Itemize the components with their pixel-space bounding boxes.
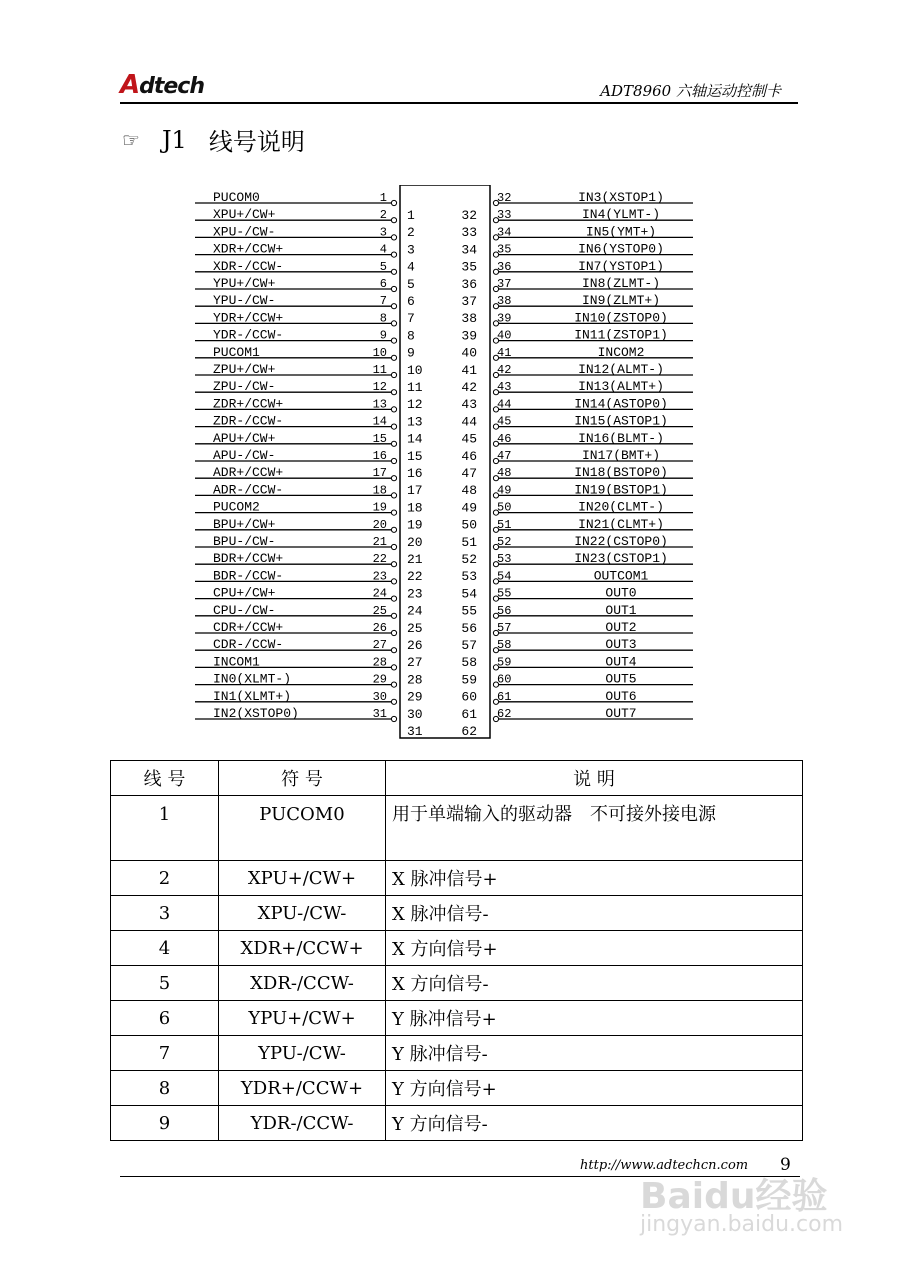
section-number: J1 bbox=[161, 125, 187, 154]
right-pin-number: 36 bbox=[497, 259, 512, 274]
left-pin-terminal bbox=[391, 682, 396, 687]
left-pin-number: 20 bbox=[372, 517, 387, 532]
left-pin-label: YPU-/CW- bbox=[213, 293, 276, 309]
right-pin-number: 56 bbox=[497, 603, 512, 618]
left-pin-label: CDR+/CCW+ bbox=[213, 620, 284, 635]
right-pin-label: IN14(ASTOP0) bbox=[574, 396, 668, 412]
left-pin-number: 2 bbox=[379, 208, 387, 223]
inner-left-pin-number: 25 bbox=[407, 620, 423, 636]
right-pin-label: IN7(YSTOP1) bbox=[578, 258, 664, 274]
left-pin-label: ZDR+/CCW+ bbox=[213, 396, 284, 412]
cell-pin: 4 bbox=[111, 931, 219, 966]
cell-description: X 脉冲信号- bbox=[386, 896, 803, 931]
section-title: 线号说明 bbox=[208, 128, 305, 156]
left-pin-terminal bbox=[391, 355, 396, 360]
cell-symbol: YPU+/CW+ bbox=[219, 1001, 386, 1036]
right-pin-label: IN11(ZSTOP1) bbox=[574, 327, 668, 343]
right-pin-number: 57 bbox=[497, 621, 512, 635]
right-pin-label: IN21(CLMT+) bbox=[578, 516, 664, 532]
inner-left-pin-number: 4 bbox=[407, 259, 415, 275]
left-pin-label: PUCOM0 bbox=[213, 190, 260, 205]
left-pin-terminal bbox=[391, 476, 396, 481]
inner-right-pin-number: 56 bbox=[461, 620, 477, 636]
inner-left-pin-number: 14 bbox=[407, 431, 423, 447]
company-logo bbox=[120, 70, 204, 100]
right-pin-number: 38 bbox=[497, 294, 512, 309]
left-pin-terminal bbox=[391, 372, 396, 377]
right-pin-number: 44 bbox=[497, 397, 512, 412]
inner-right-pin-number: 45 bbox=[461, 431, 477, 447]
left-pin-label: IN2(XSTOP0) bbox=[213, 706, 299, 721]
left-pin-label: CDR-/CCW- bbox=[213, 637, 284, 653]
connector-pinout-diagram bbox=[195, 185, 705, 745]
inner-left-pin-number: 17 bbox=[407, 483, 423, 499]
left-pin-label: BDR-/CCW- bbox=[213, 568, 284, 584]
right-pin-number: 37 bbox=[497, 277, 512, 291]
inner-right-pin-number: 50 bbox=[461, 517, 477, 533]
left-pin-number: 12 bbox=[372, 380, 387, 395]
cell-description: Y 脉冲信号+ bbox=[386, 1001, 803, 1036]
left-pin-label: YPU+/CW+ bbox=[213, 276, 276, 291]
right-pin-label: OUTCOM1 bbox=[593, 568, 649, 584]
cell-symbol: XDR-/CCW- bbox=[219, 966, 386, 1001]
right-pin-number: 48 bbox=[497, 466, 512, 481]
right-pin-label: IN10(ZSTOP0) bbox=[574, 310, 668, 326]
left-pin-number: 19 bbox=[372, 500, 387, 515]
page-number: 9 bbox=[780, 1155, 791, 1175]
right-pin-label: IN13(ALMT+) bbox=[578, 379, 664, 395]
right-pin-number: 34 bbox=[497, 225, 512, 240]
left-pin-number: 27 bbox=[372, 638, 387, 653]
inner-left-pin-number: 23 bbox=[407, 586, 423, 602]
pin-description-table bbox=[110, 760, 803, 1141]
left-pin-label: XPU+/CW+ bbox=[213, 207, 276, 223]
inner-left-pin-number: 22 bbox=[407, 569, 423, 585]
left-pin-number: 24 bbox=[372, 586, 387, 601]
left-pin-terminal bbox=[391, 562, 396, 567]
right-pin-label: IN8(ZLMT-) bbox=[581, 276, 661, 291]
left-pin-number: 14 bbox=[372, 414, 387, 429]
inner-left-pin-number: 11 bbox=[407, 380, 423, 395]
right-pin-number: 53 bbox=[497, 552, 512, 567]
left-pin-number: 26 bbox=[372, 621, 387, 635]
inner-right-pin-number: 49 bbox=[461, 500, 477, 516]
left-pin-terminal bbox=[391, 218, 396, 223]
inner-right-pin-number: 59 bbox=[461, 672, 477, 688]
right-pin-label: IN5(YMT+) bbox=[585, 224, 657, 240]
right-pin-number: 58 bbox=[497, 638, 512, 653]
right-pin-number: 32 bbox=[497, 191, 512, 205]
left-pin-label: ZPU-/CW- bbox=[213, 379, 276, 395]
right-pin-label: OUT0 bbox=[605, 585, 637, 601]
inner-right-pin-number: 40 bbox=[461, 345, 477, 361]
right-pin-number: 61 bbox=[497, 689, 512, 704]
left-pin-label: IN1(XLMT+) bbox=[213, 688, 292, 704]
right-pin-number: 35 bbox=[497, 242, 512, 257]
cell-symbol: YPU-/CW- bbox=[219, 1036, 386, 1071]
section-heading bbox=[122, 122, 305, 157]
right-pin-label: OUT6 bbox=[605, 688, 637, 704]
header-description: 说 明 bbox=[386, 761, 803, 796]
left-pin-label: CPU-/CW- bbox=[213, 602, 276, 618]
left-pin-terminal bbox=[391, 544, 396, 549]
inner-left-pin-number: 24 bbox=[407, 603, 423, 619]
cell-pin: 7 bbox=[111, 1036, 219, 1071]
left-pin-number: 18 bbox=[372, 483, 387, 498]
logo-text: dtech bbox=[139, 74, 205, 99]
right-pin-label: IN20(CLMT-) bbox=[578, 499, 664, 515]
inner-right-pin-number: 34 bbox=[461, 242, 477, 258]
inner-left-pin-number: 29 bbox=[407, 689, 423, 705]
right-pin-number: 41 bbox=[497, 345, 512, 360]
inner-right-pin-number: 51 bbox=[461, 534, 477, 550]
left-pin-label: BPU-/CW- bbox=[213, 534, 276, 549]
left-pin-label: YDR-/CCW- bbox=[213, 327, 284, 343]
header-pin: 线 号 bbox=[111, 761, 219, 796]
left-pin-number: 6 bbox=[379, 277, 387, 291]
inner-right-pin-number: 43 bbox=[461, 397, 477, 413]
right-pin-label: IN6(YSTOP0) bbox=[578, 241, 664, 257]
left-pin-label: PUCOM1 bbox=[213, 344, 260, 360]
left-pin-label: XDR+/CCW+ bbox=[213, 241, 284, 257]
cell-pin: 6 bbox=[111, 1001, 219, 1036]
inner-right-pin-number: 36 bbox=[461, 276, 477, 292]
table-row bbox=[111, 1036, 803, 1071]
left-pin-number: 23 bbox=[372, 569, 387, 584]
left-pin-terminal bbox=[391, 579, 396, 584]
right-pin-label: IN16(BLMT-) bbox=[578, 430, 664, 446]
inner-right-pin-number: 53 bbox=[461, 569, 477, 585]
inner-right-pin-number: 55 bbox=[461, 603, 477, 619]
left-pin-terminal bbox=[391, 458, 396, 463]
left-pin-number: 21 bbox=[372, 535, 387, 549]
left-pin-label: ADR+/CCW+ bbox=[213, 465, 284, 481]
inner-right-pin-number: 47 bbox=[461, 466, 477, 481]
left-pin-number: 3 bbox=[379, 225, 387, 240]
right-pin-number: 33 bbox=[497, 208, 512, 223]
table-header-row bbox=[111, 761, 803, 796]
left-pin-number: 1 bbox=[379, 191, 387, 205]
left-pin-number: 8 bbox=[379, 311, 387, 326]
left-pin-terminal bbox=[391, 613, 396, 618]
left-pin-label: ZDR-/CCW- bbox=[213, 413, 284, 429]
left-pin-terminal bbox=[391, 235, 396, 240]
right-pin-label: OUT5 bbox=[605, 671, 637, 687]
left-pin-label: YDR+/CCW+ bbox=[213, 310, 284, 326]
right-pin-number: 40 bbox=[497, 328, 512, 343]
inner-left-pin-number: 5 bbox=[407, 276, 415, 292]
table-row bbox=[111, 861, 803, 896]
left-pin-label: ZPU+/CW+ bbox=[213, 362, 276, 377]
inner-left-pin-number: 10 bbox=[407, 362, 423, 378]
cell-pin: 9 bbox=[111, 1106, 219, 1141]
inner-left-pin-number: 18 bbox=[407, 500, 423, 516]
left-pin-terminal bbox=[391, 390, 396, 395]
inner-left-pin-number: 15 bbox=[407, 448, 423, 464]
left-pin-terminal bbox=[391, 424, 396, 429]
right-pin-label: IN17(BMT+) bbox=[581, 448, 661, 463]
right-pin-number: 50 bbox=[497, 500, 512, 515]
right-pin-label: IN3(XSTOP1) bbox=[578, 190, 664, 205]
right-pin-label: IN4(YLMT-) bbox=[581, 207, 661, 223]
right-pin-label: OUT1 bbox=[605, 602, 637, 618]
logo-letter: A bbox=[120, 70, 140, 100]
left-pin-terminal bbox=[391, 286, 396, 291]
left-pin-label: PUCOM2 bbox=[213, 499, 260, 515]
inner-right-pin-number: 33 bbox=[461, 225, 477, 241]
right-pin-number: 39 bbox=[497, 311, 512, 326]
inner-left-pin-number: 16 bbox=[407, 466, 423, 481]
right-pin-number: 47 bbox=[497, 449, 512, 463]
left-pin-number: 25 bbox=[372, 603, 387, 618]
inner-left-pin-number: 26 bbox=[407, 638, 423, 653]
inner-left-pin-number: 7 bbox=[407, 311, 415, 327]
inner-right-pin-number: 37 bbox=[461, 294, 477, 309]
left-pin-terminal bbox=[391, 252, 396, 257]
right-pin-label: IN19(BSTOP1) bbox=[574, 482, 668, 498]
right-pin-label: OUT2 bbox=[605, 620, 637, 635]
inner-left-pin-number: 31 bbox=[407, 724, 423, 739]
cell-symbol: XDR+/CCW+ bbox=[219, 931, 386, 966]
cell-pin: 1 bbox=[111, 796, 219, 861]
inner-left-pin-number: 13 bbox=[407, 414, 423, 430]
inner-right-pin-number: 60 bbox=[461, 689, 477, 705]
cell-description: X 方向信号- bbox=[386, 966, 803, 1001]
left-pin-number: 9 bbox=[379, 328, 387, 343]
right-pin-number: 51 bbox=[497, 517, 512, 532]
right-pin-label: OUT7 bbox=[605, 706, 637, 721]
left-pin-terminal bbox=[391, 699, 396, 704]
right-pin-label: OUT3 bbox=[605, 637, 637, 653]
table-row bbox=[111, 896, 803, 931]
inner-left-pin-number: 21 bbox=[407, 552, 423, 567]
left-pin-label: APU+/CW+ bbox=[213, 430, 276, 446]
right-pin-number: 46 bbox=[497, 431, 512, 446]
right-pin-number: 43 bbox=[497, 380, 512, 395]
left-pin-label: INCOM1 bbox=[213, 654, 260, 670]
left-pin-terminal bbox=[391, 665, 396, 670]
inner-left-pin-number: 6 bbox=[407, 294, 415, 309]
cell-pin: 8 bbox=[111, 1071, 219, 1106]
inner-right-pin-number: 52 bbox=[461, 552, 477, 567]
left-pin-terminal bbox=[391, 269, 396, 274]
right-pin-number: 49 bbox=[497, 483, 512, 498]
right-pin-label: IN9(ZLMT+) bbox=[581, 293, 661, 309]
watermark-url: jingyan.baidu.com bbox=[640, 1212, 844, 1237]
cell-pin: 3 bbox=[111, 896, 219, 931]
left-pin-label: BDR+/CCW+ bbox=[213, 551, 284, 567]
right-pin-label: INCOM2 bbox=[597, 344, 645, 360]
cell-description: X 脉冲信号+ bbox=[386, 861, 803, 896]
table-row bbox=[111, 966, 803, 1001]
cell-description: Y 方向信号- bbox=[386, 1106, 803, 1141]
inner-left-pin-number: 28 bbox=[407, 672, 423, 688]
left-pin-number: 22 bbox=[372, 552, 387, 567]
cell-pin: 2 bbox=[111, 861, 219, 896]
inner-right-pin-number: 58 bbox=[461, 655, 477, 671]
inner-right-pin-number: 46 bbox=[461, 448, 477, 464]
inner-left-pin-number: 1 bbox=[407, 208, 415, 223]
inner-left-pin-number: 3 bbox=[407, 242, 415, 258]
cell-symbol: YDR+/CCW+ bbox=[219, 1071, 386, 1106]
table-row bbox=[111, 1071, 803, 1106]
inner-left-pin-number: 12 bbox=[407, 397, 423, 413]
header-divider bbox=[120, 102, 798, 104]
inner-left-pin-number: 30 bbox=[407, 706, 423, 722]
left-pin-terminal bbox=[391, 716, 396, 721]
inner-right-pin-number: 38 bbox=[461, 311, 477, 327]
footer-url: http://www.adtechcn.com bbox=[580, 1158, 749, 1173]
right-pin-number: 55 bbox=[497, 586, 512, 601]
right-pin-label: IN12(ALMT-) bbox=[578, 362, 664, 377]
inner-left-pin-number: 2 bbox=[407, 225, 415, 241]
left-pin-terminal bbox=[391, 630, 396, 635]
cell-description: Y 方向信号+ bbox=[386, 1071, 803, 1106]
right-pin-number: 59 bbox=[497, 655, 512, 670]
cell-symbol: XPU-/CW- bbox=[219, 896, 386, 931]
left-pin-number: 29 bbox=[372, 672, 387, 687]
left-pin-terminal bbox=[391, 304, 396, 309]
left-pin-terminal bbox=[391, 441, 396, 446]
inner-right-pin-number: 39 bbox=[461, 328, 477, 344]
table-row bbox=[111, 1001, 803, 1036]
left-pin-label: APU-/CW- bbox=[213, 448, 276, 463]
left-pin-number: 4 bbox=[379, 242, 387, 257]
left-pin-label: ADR-/CCW- bbox=[213, 482, 284, 498]
left-pin-number: 10 bbox=[372, 345, 387, 360]
inner-right-pin-number: 57 bbox=[461, 638, 477, 653]
left-pin-terminal bbox=[391, 510, 396, 515]
right-pin-number: 42 bbox=[497, 363, 512, 377]
left-pin-label: IN0(XLMT-) bbox=[213, 671, 292, 687]
inner-right-pin-number: 48 bbox=[461, 483, 477, 499]
left-pin-label: CPU+/CW+ bbox=[213, 585, 276, 601]
watermark-logo: Baidu经验 bbox=[640, 1176, 828, 1217]
right-pin-number: 54 bbox=[497, 569, 512, 584]
right-pin-label: OUT4 bbox=[605, 654, 637, 670]
left-pin-number: 11 bbox=[372, 363, 387, 377]
left-pin-number: 13 bbox=[372, 397, 387, 412]
header-symbol: 符 号 bbox=[219, 761, 386, 796]
inner-left-pin-number: 9 bbox=[407, 345, 415, 361]
left-pin-terminal bbox=[391, 338, 396, 343]
cell-description: 用于单端输入的驱动器 不可接外接电源 bbox=[386, 796, 803, 861]
inner-right-pin-number: 42 bbox=[461, 380, 477, 395]
left-pin-number: 31 bbox=[372, 707, 387, 721]
right-pin-label: IN18(BSTOP0) bbox=[574, 465, 668, 481]
left-pin-terminal bbox=[391, 596, 396, 601]
inner-right-pin-number: 54 bbox=[461, 586, 477, 602]
left-pin-number: 30 bbox=[372, 689, 387, 704]
left-pin-label: XDR-/CCW- bbox=[213, 258, 284, 274]
left-pin-number: 16 bbox=[372, 449, 387, 463]
left-pin-number: 7 bbox=[379, 294, 387, 309]
right-pin-label: IN22(CSTOP0) bbox=[574, 534, 668, 549]
inner-right-pin-number: 61 bbox=[461, 706, 477, 722]
inner-left-pin-number: 20 bbox=[407, 534, 423, 550]
left-pin-terminal bbox=[391, 321, 396, 326]
left-pin-terminal bbox=[391, 527, 396, 532]
inner-left-pin-number: 27 bbox=[407, 655, 423, 671]
pointing-hand-icon: ☞ bbox=[122, 127, 140, 152]
left-pin-terminal bbox=[391, 648, 396, 653]
table-row bbox=[111, 796, 803, 861]
left-pin-terminal bbox=[391, 493, 396, 498]
inner-right-pin-number: 32 bbox=[461, 208, 477, 223]
cell-pin: 5 bbox=[111, 966, 219, 1001]
table-row bbox=[111, 931, 803, 966]
right-pin-label: IN23(CSTOP1) bbox=[574, 551, 668, 567]
inner-left-pin-number: 19 bbox=[407, 517, 423, 533]
left-pin-terminal bbox=[391, 407, 396, 412]
right-pin-number: 45 bbox=[497, 414, 512, 429]
cell-description: X 方向信号+ bbox=[386, 931, 803, 966]
header-title: ADT8960 六轴运动控制卡 bbox=[600, 82, 781, 100]
left-pin-number: 15 bbox=[372, 431, 387, 446]
left-pin-number: 17 bbox=[372, 466, 387, 481]
left-pin-label: XPU-/CW- bbox=[213, 224, 276, 240]
left-pin-number: 5 bbox=[379, 259, 387, 274]
cell-symbol: XPU+/CW+ bbox=[219, 861, 386, 896]
cell-symbol: PUCOM0 bbox=[219, 796, 386, 861]
right-pin-number: 62 bbox=[497, 707, 512, 721]
right-pin-number: 60 bbox=[497, 672, 512, 687]
left-pin-label: BPU+/CW+ bbox=[213, 516, 276, 532]
cell-description: Y 脉冲信号- bbox=[386, 1036, 803, 1071]
inner-right-pin-number: 62 bbox=[461, 724, 477, 739]
cell-symbol: YDR-/CCW- bbox=[219, 1106, 386, 1141]
inner-right-pin-number: 41 bbox=[461, 362, 477, 378]
right-pin-number: 52 bbox=[497, 535, 512, 549]
left-pin-number: 28 bbox=[372, 655, 387, 670]
table-row bbox=[111, 1106, 803, 1141]
inner-right-pin-number: 44 bbox=[461, 414, 477, 430]
right-pin-label: IN15(ASTOP1) bbox=[574, 413, 668, 429]
inner-right-pin-number: 35 bbox=[461, 259, 477, 275]
inner-left-pin-number: 8 bbox=[407, 328, 415, 344]
left-pin-terminal bbox=[391, 200, 396, 205]
